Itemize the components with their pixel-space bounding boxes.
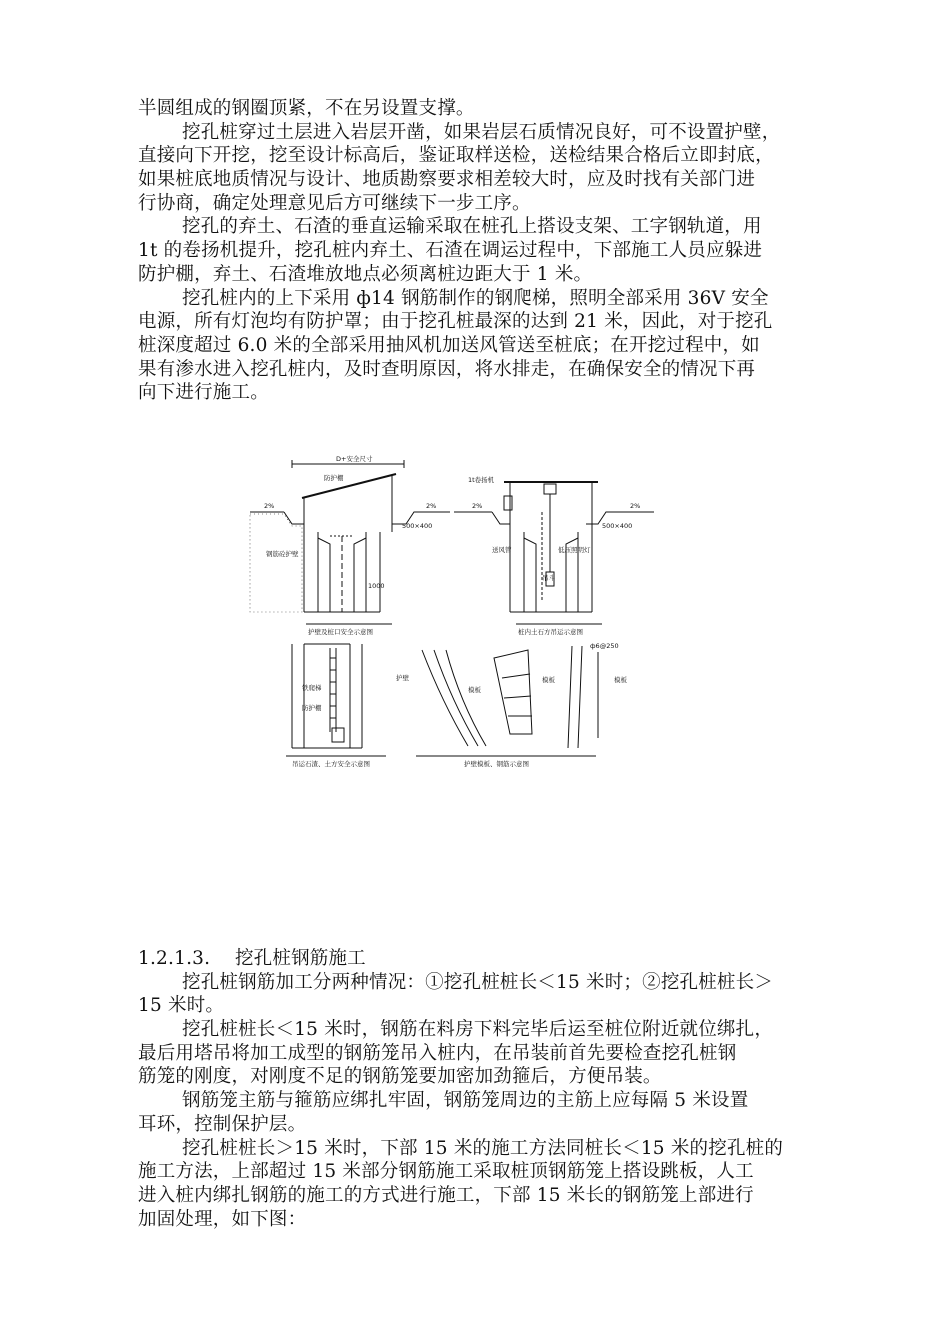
- text-line: 行协商，确定处理意见后方可继续下一步工序。: [138, 192, 531, 214]
- text-line: 挖孔桩桩长＜15 米时，钢筋在料房下料完毕后运至桩位附近就位绑扎，: [182, 1019, 774, 1041]
- text-line: 挖孔桩桩长＞15 米时，下部 15 米的施工方法同桩长＜15 米的挖孔桩的: [182, 1137, 784, 1159]
- text-line: 如果桩底地质情况与设计、地质勘察要求相差较大时，应及时找有关部门进: [138, 169, 756, 191]
- panel-pit-safety: [250, 460, 450, 624]
- label-slope: 2%: [264, 502, 275, 510]
- top-text: [138, 97, 862, 405]
- text-line: 挖孔桩穿过土层进入岩层开凿，如果岩层石质情况良好，可不设置护壁，: [182, 121, 781, 143]
- label-ladder: 铁爬梯: [302, 684, 322, 692]
- caption-4: 护壁模板、钢筋示意图: [464, 760, 529, 768]
- label-d: D+安全尺寸: [336, 455, 373, 463]
- text-line: 向下进行施工。: [138, 382, 269, 404]
- label-curb: 500×400: [602, 522, 633, 530]
- label-shelter: 防护棚: [302, 704, 322, 712]
- label-steel-wall: 钢筋砼护壁: [266, 550, 299, 558]
- text-line: 15 米时。: [138, 995, 225, 1017]
- figure-drawing: [246, 452, 666, 772]
- panel-formwork: [416, 646, 598, 756]
- text-line: 进入桩内绑扎钢筋的施工的方式进行施工，下部 15 米长的钢筋笼上部进行: [138, 1184, 754, 1206]
- text-line: 桩深度超过 6.0 米的全部采用抽风机加送风管送至桩底；在开挖过程中，如: [138, 334, 760, 356]
- label-wall: 护壁: [396, 674, 409, 682]
- text-line: 果有渗水进入挖孔桩内，及时查明原因，将水排走，在确保安全的情况下再: [138, 358, 756, 380]
- text-line: 钢筋笼主筋与箍筋应绑扎牢固，钢筋笼周边的主筋上应每隔 5 米设置: [182, 1090, 749, 1112]
- text-line: 1t 的卷扬机提升，挖孔桩内弃土、石渣在调运过程中，下部施工人员应躲进: [138, 240, 763, 262]
- label-slope: 2%: [472, 502, 483, 510]
- label-formwork: 模板: [614, 676, 627, 684]
- text-line: 耳环，控制保护层。: [138, 1113, 307, 1135]
- label-roof: 防护棚: [324, 474, 344, 482]
- label-bucket: 吊斗: [542, 574, 555, 582]
- text-line: 挖孔桩钢筋加工分两种情况：①挖孔桩桩长＜15 米时；②挖孔桩桩长＞: [182, 971, 774, 993]
- text-line: 最后用塔吊将加工成型的钢筋笼吊入桩内，在吊装前首先要检查挖孔桩钢: [138, 1042, 737, 1064]
- caption-3: 吊运石渣、土方安全示意图: [292, 760, 370, 768]
- label-formwork: 模板: [468, 686, 481, 694]
- text-line: 半圆组成的钢圈顶紧，不在另设置支撑。: [138, 98, 475, 119]
- text-line: 防护棚，弃土、石渣堆放地点必须离桩边距大于 1 米。: [138, 263, 593, 285]
- label-lamp: 低压照明灯: [558, 546, 591, 554]
- panel-hoisting: [454, 482, 654, 624]
- text-line: 直接向下开挖，挖至设计标高后，鉴证取样送检，送检结果合格后立即封底，: [138, 145, 774, 167]
- text-line: 筋笼的刚度，对刚度不足的钢筋笼要加密加劲箍后，方便吊装。: [138, 1066, 662, 1088]
- caption-2: 桩内土石方吊运示意图: [518, 628, 583, 636]
- text-line: 加固处理，如下图：: [138, 1208, 307, 1230]
- label-curb: 500×400: [402, 522, 433, 530]
- panel-ladder: [286, 644, 386, 756]
- label-slope: 2%: [426, 502, 437, 510]
- label-air-duct: 送风管: [492, 546, 512, 554]
- section-heading: 1.2.1.3. 挖孔桩钢筋施工: [138, 948, 366, 969]
- caption-1: 护壁及桩口安全示意图: [308, 628, 373, 636]
- text-line: 挖孔桩内的上下采用 ф14 钢筋制作的钢爬梯，照明全部采用 36V 安全: [182, 287, 769, 309]
- section-block: [138, 947, 862, 1231]
- label-depth: 1000: [368, 582, 385, 590]
- text-line: 施工方法，上部超过 15 米部分钢筋施工采取桩顶钢筋笼上搭设跳板，人工: [138, 1161, 754, 1183]
- label-formwork: 模板: [542, 676, 555, 684]
- text-line: 电源，所有灯泡均有防护罩；由于挖孔桩最深的达到 21 米，因此，对于挖孔: [138, 311, 773, 333]
- text-line: 挖孔的弃土、石渣的垂直运输采取在桩孔上搭设支架、工字钢轨道，用: [182, 216, 762, 238]
- label-rebar: ф6@250: [590, 642, 619, 650]
- pile-safety-figure: [246, 452, 666, 772]
- label-winch: 1t卷扬机: [468, 476, 495, 484]
- label-slope: 2%: [630, 502, 641, 510]
